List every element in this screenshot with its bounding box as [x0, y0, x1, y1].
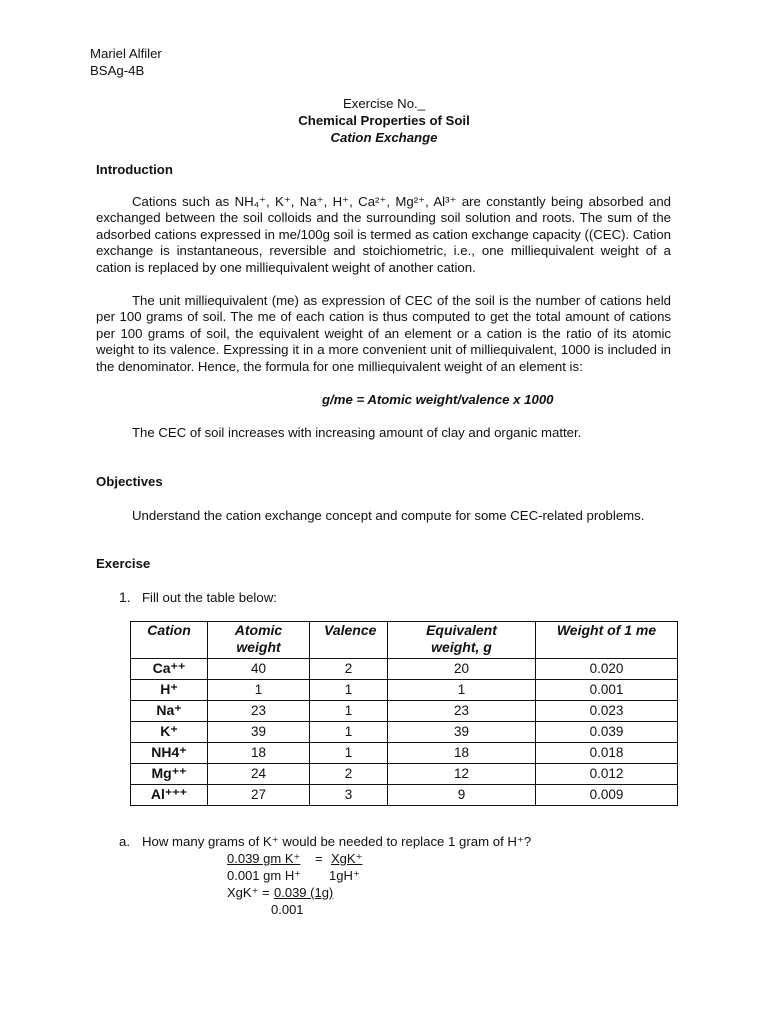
cell-valence: 1	[310, 701, 388, 722]
cell-equivalent-weight: 12	[388, 764, 536, 785]
cell-valence: 2	[310, 764, 388, 785]
cell-valence: 1	[310, 743, 388, 764]
objectives-heading: Objectives	[96, 474, 163, 489]
cell-cation: K⁺	[131, 722, 208, 743]
table-row	[131, 764, 678, 785]
cell-weight-1me: 0.039	[536, 722, 678, 743]
table-row	[131, 743, 678, 764]
header-equivalent-weight: Equivalent weight, g	[388, 622, 536, 659]
table-row	[131, 722, 678, 743]
cell-cation: H⁺	[131, 680, 208, 701]
calc-line3-left: XgK⁺ =	[227, 885, 270, 900]
objectives-text: Understand the cation exchange concept and compute for some CEC-related problems.	[132, 508, 645, 523]
cell-atomic-weight: 40	[208, 659, 310, 680]
introduction-paragraph-2: The unit milliequivalent (me) as expression of CEC of the soil is the number of cations held per 100 grams of soil. The me of each cation is thus computed to get the total amount of cations per 100 grams of soil, the equivalent weight of an element or a cation is the ratio of its atomic weight to its valence. Expressing it in a more convenient unit of milliequivalent, 1000 is included in the denominator. Hence, the formula for one milliequivalent weight of an element is:	[96, 293, 671, 374]
calc-line4-denominator: 0.001	[271, 902, 304, 917]
calc-line1-right: XgK⁺	[331, 851, 363, 866]
cell-weight-1me: 0.020	[536, 659, 678, 680]
cell-weight-1me: 0.009	[536, 785, 678, 806]
table-row	[131, 680, 678, 701]
calc-line1-left: 0.039 gm K⁺	[227, 851, 301, 866]
calc-line3-right: 0.039 (1g)	[274, 885, 334, 900]
table-row	[131, 785, 678, 806]
header-cation: Cation	[131, 622, 208, 659]
document-subtitle: Cation Exchange	[330, 130, 438, 145]
exercise-item-number: 1.	[119, 589, 131, 605]
table-row	[131, 659, 678, 680]
cell-equivalent-weight: 23	[388, 701, 536, 722]
introduction-heading: Introduction	[96, 162, 173, 177]
cell-atomic-weight: 27	[208, 785, 310, 806]
calc-line2-right: 1gH⁺	[329, 868, 360, 883]
cell-equivalent-weight: 1	[388, 680, 536, 701]
cell-atomic-weight: 24	[208, 764, 310, 785]
exercise-item-text: Fill out the table below:	[142, 590, 277, 605]
cell-atomic-weight: 39	[208, 722, 310, 743]
calc-line1-equals: =	[315, 851, 323, 866]
author-name: Mariel Alfiler	[90, 46, 162, 61]
table-header-row	[131, 622, 678, 659]
cell-weight-1me: 0.001	[536, 680, 678, 701]
me-formula: g/me = Atomic weight/valence x 1000	[322, 392, 554, 407]
cell-valence: 1	[310, 722, 388, 743]
cell-weight-1me: 0.012	[536, 764, 678, 785]
cell-cation: Ca⁺⁺	[131, 659, 208, 680]
cell-equivalent-weight: 9	[388, 785, 536, 806]
cell-valence: 2	[310, 659, 388, 680]
cell-cation: Al⁺⁺⁺	[131, 785, 208, 806]
cell-atomic-weight: 18	[208, 743, 310, 764]
question-a-label: a.	[119, 834, 130, 849]
cell-equivalent-weight: 20	[388, 659, 536, 680]
document-title: Chemical Properties of Soil	[298, 113, 470, 128]
introduction-paragraph-1: Cations such as NH₄⁺, K⁺, Na⁺, H⁺, Ca²⁺, Mg²⁺, Al³⁺ are constantly being absorbed and exchanged between the soil colloids and the surrounding soil solution and roots. The sum of the adsorbed cations expressed in me/100g soil is termed as cation exchange capacity ((CEC). Cation exchange is instantaneous, reversible and stoichiometric, i.e., one milliequivalent weight of a cation is replaced by one milliequivalent weight of another cation.	[96, 194, 671, 275]
cell-equivalent-weight: 39	[388, 722, 536, 743]
cell-equivalent-weight: 18	[388, 743, 536, 764]
table-row	[131, 701, 678, 722]
header-weight-1me: Weight of 1 me	[536, 622, 678, 659]
cell-weight-1me: 0.023	[536, 701, 678, 722]
calc-line2-left: 0.001 gm H⁺	[227, 868, 302, 883]
cell-valence: 3	[310, 785, 388, 806]
cell-weight-1me: 0.018	[536, 743, 678, 764]
cell-cation: Na⁺	[131, 701, 208, 722]
cation-table	[130, 621, 678, 806]
introduction-paragraph-3: The CEC of soil increases with increasing amount of clay and organic matter.	[132, 425, 582, 440]
cell-valence: 1	[310, 680, 388, 701]
exercise-label: Exercise No._	[342, 96, 426, 111]
header-atomic-weight: Atomic weight	[208, 622, 310, 659]
cell-cation: Mg⁺⁺	[131, 764, 208, 785]
cell-atomic-weight: 23	[208, 701, 310, 722]
cell-atomic-weight: 1	[208, 680, 310, 701]
question-a-text: How many grams of K⁺ would be needed to replace 1 gram of H⁺?	[142, 834, 532, 849]
exercise-heading: Exercise	[96, 556, 151, 571]
header-valence: Valence	[310, 622, 388, 659]
cell-cation: NH4⁺	[131, 743, 208, 764]
class-section: BSAg-4B	[90, 63, 145, 78]
